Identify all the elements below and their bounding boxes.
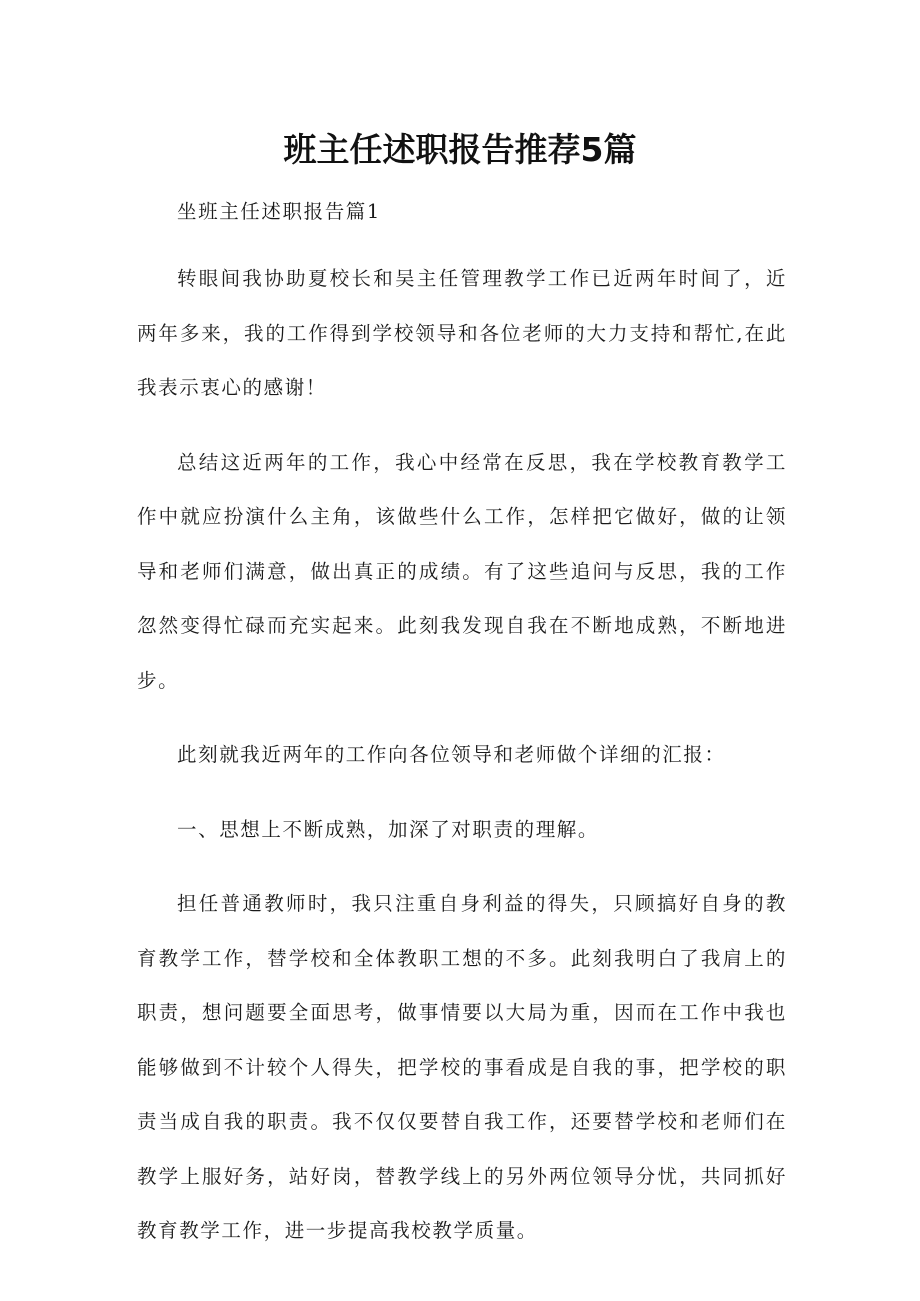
document-title: 班主任述职报告推荐5篇 bbox=[283, 130, 637, 169]
document-body bbox=[137, 194, 787, 1259]
paragraph: 总结这近两年的工作，我心中经常在反思，我在学校教育教学工作中就应扮演什么主角，该做些什么工作，怎样把它做好，做的让领导和老师们满意，做出真正的成绩。有了这些追问与反思，我的工作忽然变得忙碌而充实起来。此刻我发现自我在不断地成熟，不断地进步。 bbox=[137, 450, 787, 692]
section-heading: 坐班主任述职报告篇1 bbox=[177, 200, 381, 223]
paragraph: 此刻就我近两年的工作向各位领导和老师做个详细的汇报： bbox=[177, 743, 726, 766]
paragraph: 担任普通教师时，我只注重自身利益的得失，只顾搞好自身的教育教学工作，替学校和全体教职工想的不多。此刻我明白了我肩上的职责，想问题要全面思考，做事情要以大局为重，因而在工作中我也能够做到不计较个人得失，把学校的事看成是自我的事，把学校的职责当成自我的职责。我不仅仅要替自我工作，还要替学校和老师们在教学上服好务，站好岗，替教学线上的另外两位领导分忧，共同抓好教育教学工作，进一步提高我校教学质量。 bbox=[137, 892, 787, 1242]
paragraph: 一、思想上不断成熟，加深了对职责的理解。 bbox=[177, 817, 600, 841]
paragraph: 转眼间我协助夏校长和吴主任管理教学工作已近两年时间了，近两年多来，我的工作得到学校领导和各位老师的大力支持和帮忙,在此我表示衷心的感谢！ bbox=[137, 267, 787, 399]
